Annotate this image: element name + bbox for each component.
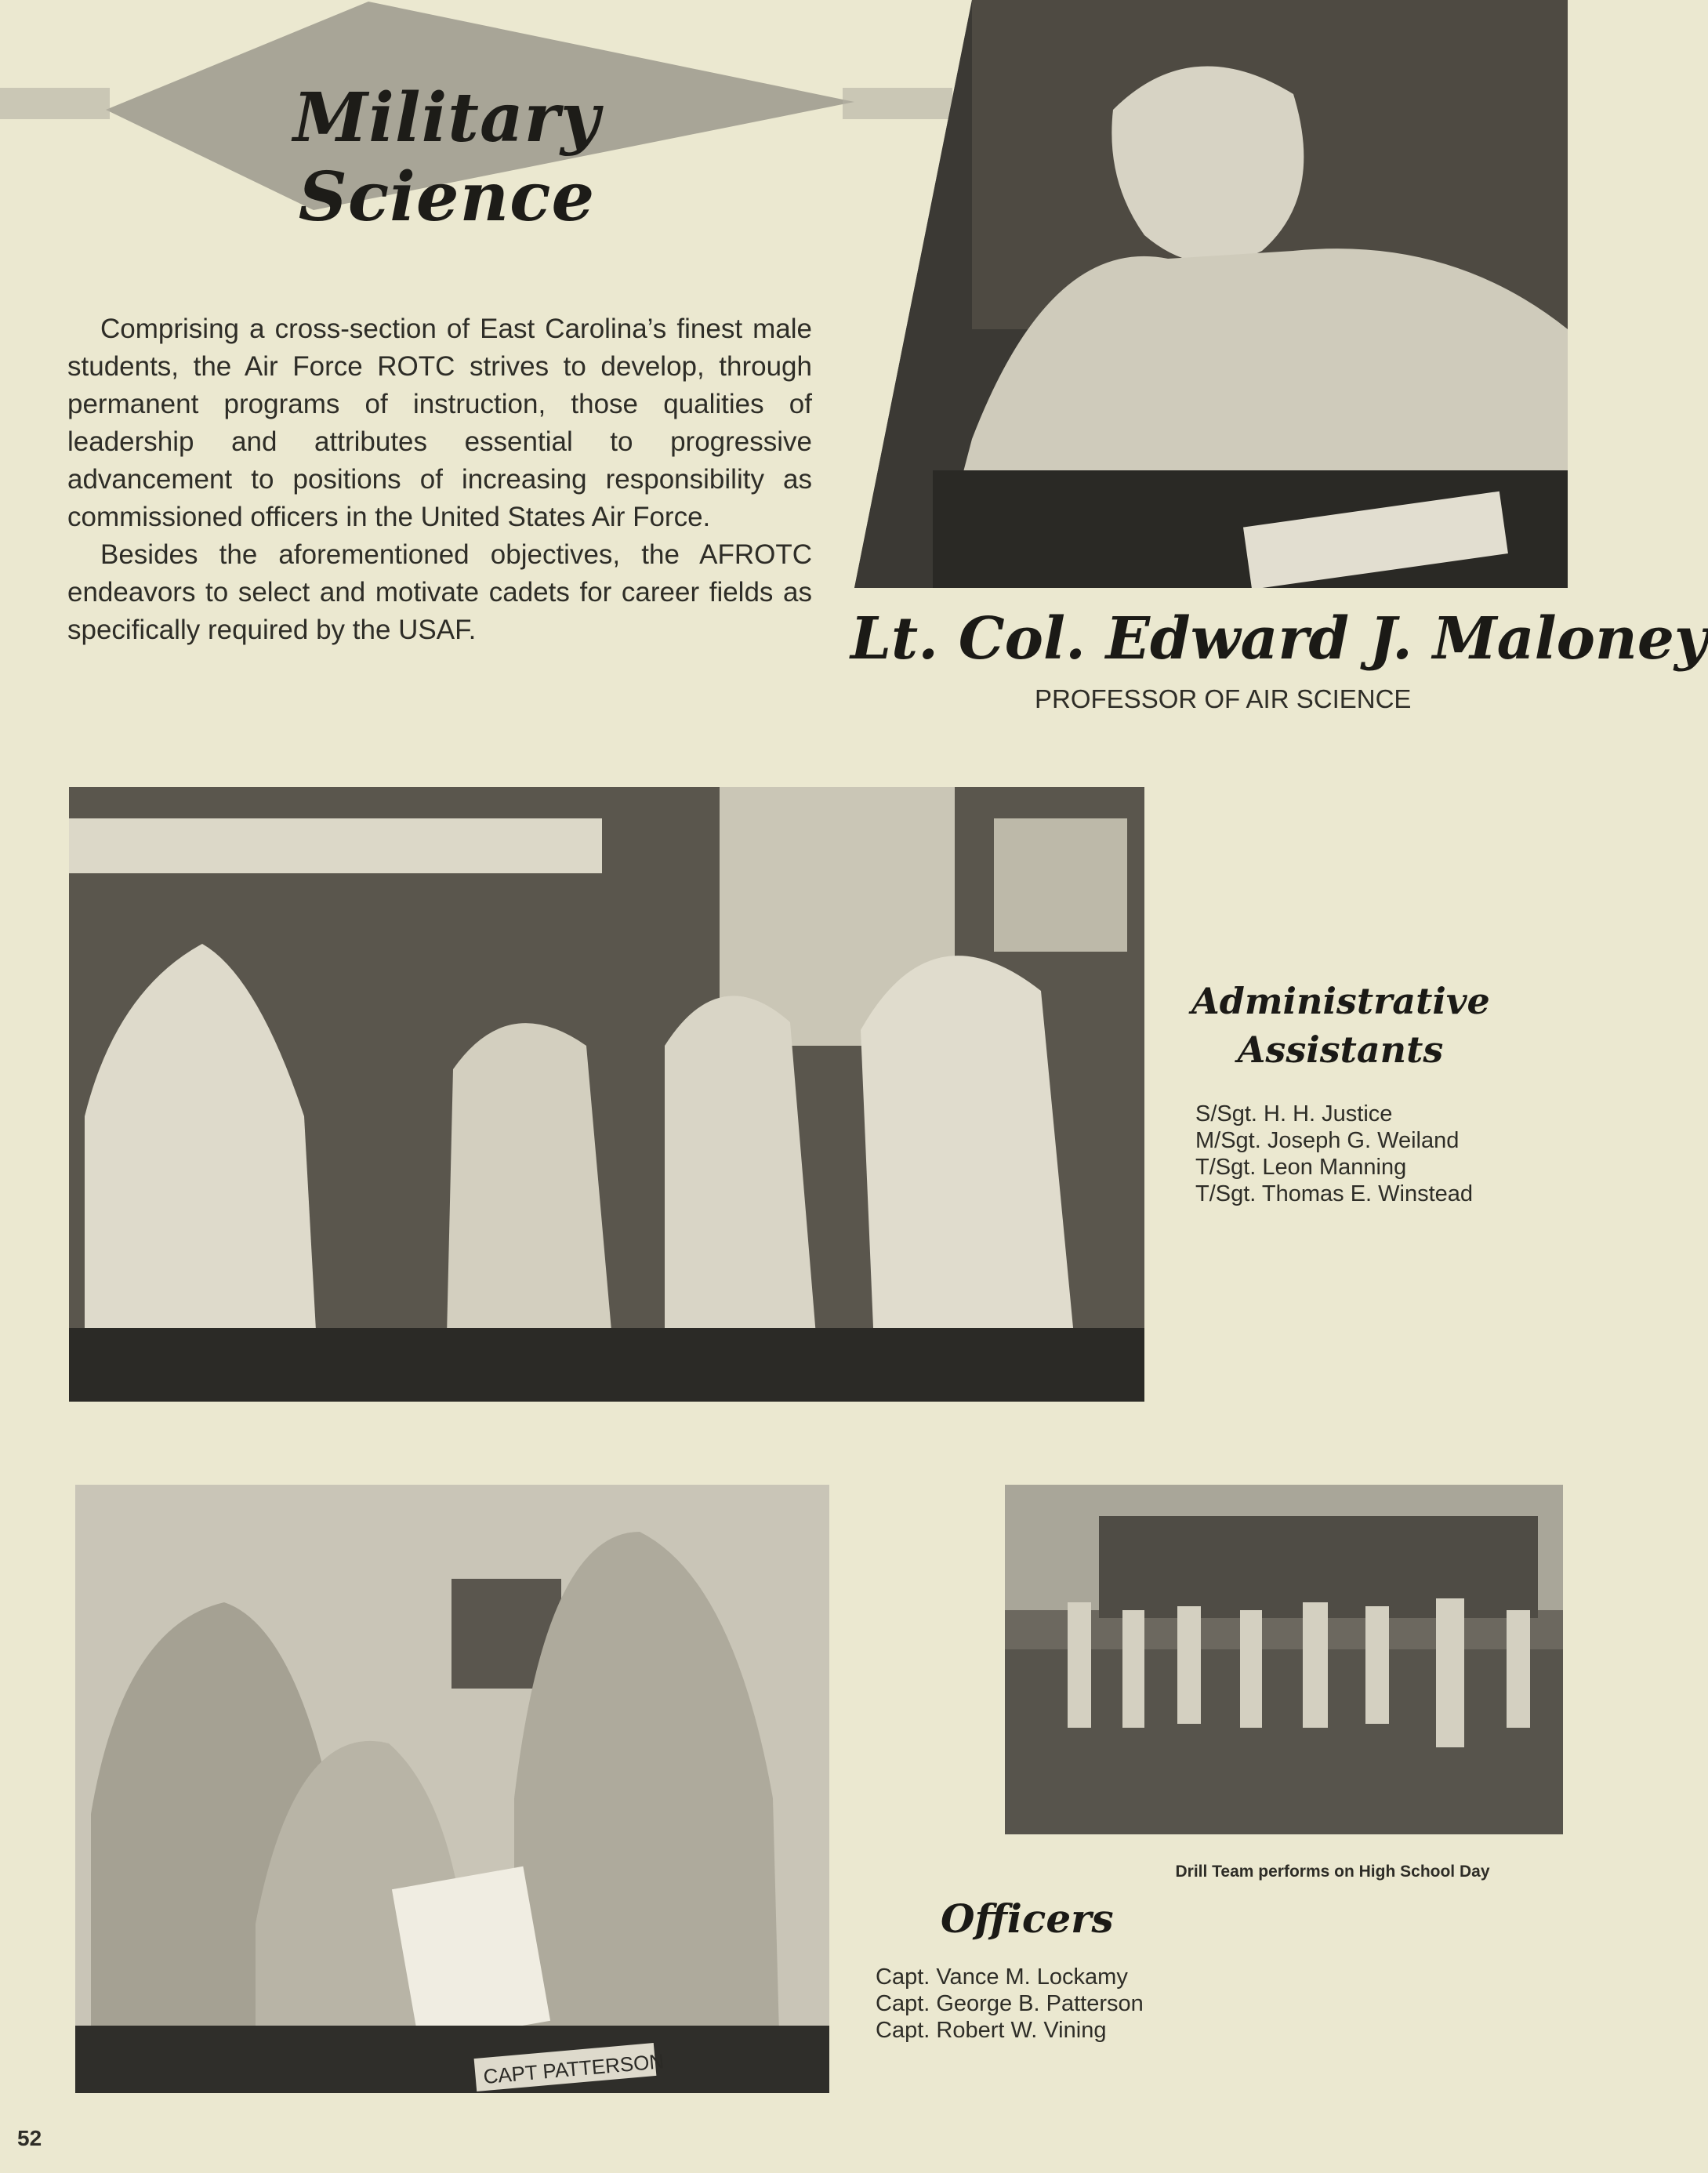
- title-banner: [0, 0, 972, 237]
- drill-photo: [1005, 1485, 1563, 1834]
- officers-list: [876, 1964, 1236, 2044]
- officers-photo: [75, 1485, 829, 2093]
- nameplate-text: CAPT PATTERSON: [482, 2049, 665, 2089]
- page-title: Military Science: [293, 78, 600, 237]
- officer-name: Capt. George B. Patterson: [876, 1991, 1144, 2016]
- professor-title: PROFESSOR OF AIR SCIENCE: [1035, 684, 1412, 713]
- intro-paragraph: Comprising a cross-section of East Carolina’s finest male students, the Air Force ROTC strives to develop, through permanent programs of instruction, those qualities of leadership and attributes essential to progressive advancement to positions of increasing responsibility as commissioned officers in the United States Air Force.: [67, 314, 812, 532]
- intro-paragraph: Besides the aforementioned objectives, the AFROTC endeavors to select and motivate cadets for career fields as specifically required by the USAF.: [67, 539, 812, 645]
- assistant-name: S/Sgt. H. H. Justice: [1195, 1101, 1393, 1126]
- assistants-list: [1195, 1101, 1556, 1207]
- page-number: 52: [17, 2126, 42, 2150]
- assistants-heading: [1191, 977, 1489, 1074]
- assistant-name: M/Sgt. Joseph G. Weiland: [1195, 1128, 1460, 1153]
- assistants-heading-line2: Assistants: [1237, 1028, 1444, 1071]
- assistants-heading-line1: Administrative: [1191, 980, 1490, 1022]
- assistants-photo: [69, 787, 1144, 1402]
- officer-name: Capt. Vance M. Lockamy: [876, 1964, 1128, 1990]
- drill-caption: Drill Team performs on High School Day: [1175, 1863, 1490, 1881]
- assistant-name: T/Sgt. Thomas E. Winstead: [1195, 1181, 1474, 1206]
- officer-name: Capt. Robert W. Vining: [876, 2018, 1107, 2043]
- intro-text: [67, 310, 812, 649]
- assistant-name: T/Sgt. Leon Manning: [1195, 1155, 1407, 1180]
- professor-name: Lt. Col. Edward J. Maloney: [850, 605, 1708, 673]
- officers-heading: Officers: [941, 1895, 1114, 1942]
- professor-photo: [854, 0, 1568, 588]
